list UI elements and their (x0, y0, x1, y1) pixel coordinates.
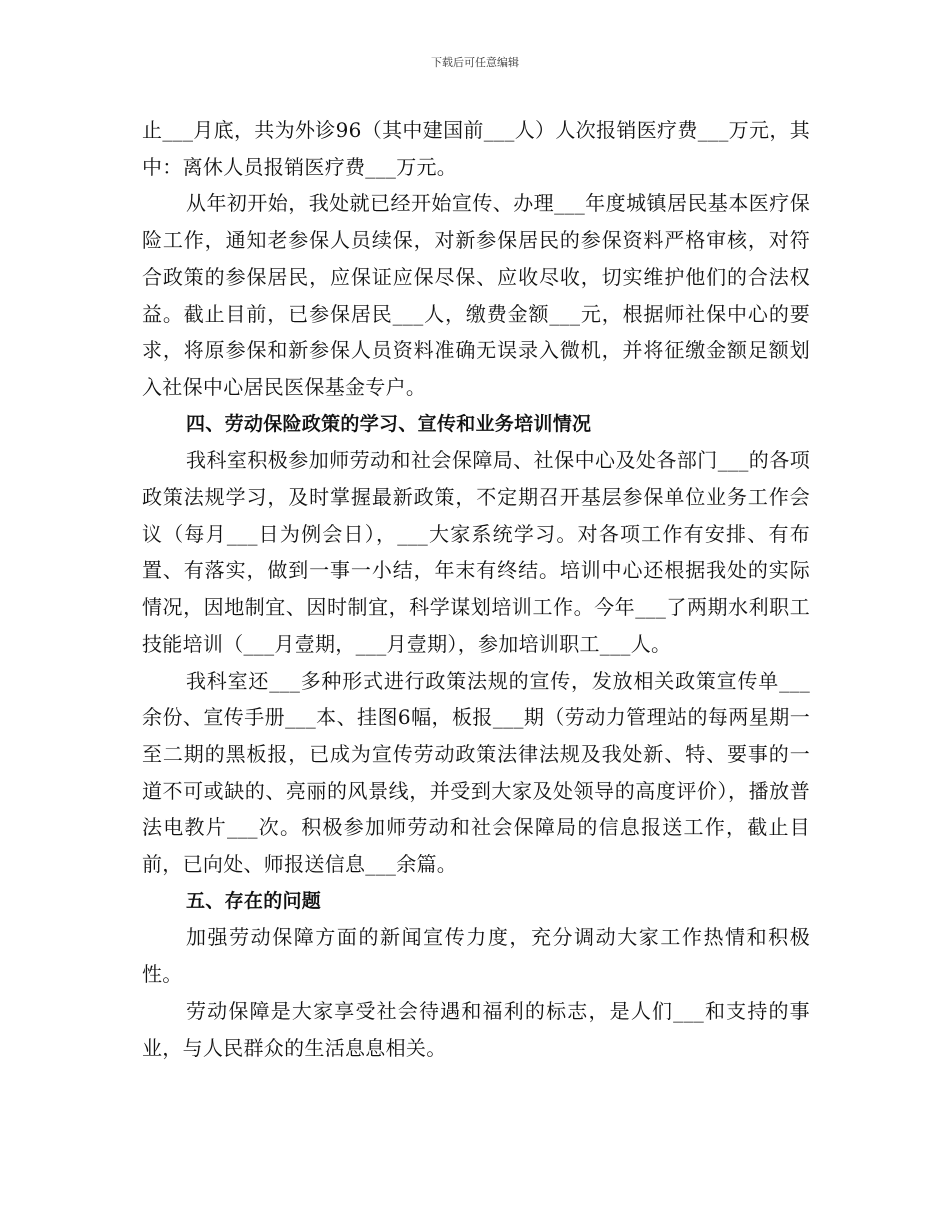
section-heading-5: 五、存在的问题 (186, 889, 322, 912)
paragraph-problem-1: 加强劳动保障方面的新闻宣传力度，充分调动大家工作热情和积极性。 (142, 925, 810, 987)
page-header: 下载后可任意编辑 (431, 56, 519, 69)
section-heading-4: 四、劳动保险政策的学习、宣传和业务培训情况 (186, 412, 592, 435)
paragraph-problem-2: 劳动保障是大家享受社会待遇和福利的标志，是人们___和支持的事业，与人民群众的生活息息相关。 (142, 998, 810, 1060)
paragraph-policy-study: 我科室积极参加师劳动和社会保障局、社保中心及处各部门___的各项政策法规学习，及时掌握最新政策，不定期召开基层参保单位业务工作会议（每月___日为例会日），___大家系统学习。对各项工作有安排、有布置、有落实，做到一事一小结，年末有终结。培训中心还根据我处的实际情况，因地制宜、因时制宜，科学谋划培训工作。今年___了两期水利职工技能培训（___月壹期，___月壹期），参加培训职工___人。 (142, 448, 810, 656)
paragraph-continuation: 止___月底，共为外诊96（其中建国前___人）人次报销医疗费___万元，其中：离休人员报销医疗费___万元。 (142, 118, 810, 179)
paragraph-publicity: 我科室还___多种形式进行政策法规的宣传，发放相关政策宣传单___余份、宣传手册___本、挂图6幅，板报___期（劳动力管理站的每两星期一至二期的黑板报，已成为宣传劳动政策法律法规及我处新、特、要事的一道不可或缺的、亮丽的风景线，并受到大家及处领导的高度评价），播放普法电教片___次。积极参加师劳动和社会保障局的信息报送工作，截止目前，已向处、师报送信息___余篇。 (142, 668, 810, 877)
document-body (142, 112, 810, 1066)
paragraph-insurance-enrollment: 从年初开始，我处就已经开始宣传、办理___年度城镇居民基本医疗保险工作，通知老参保人员续保，对新参保居民的参保资料严格审核，对符合政策的参保居民，应保证应保尽保、应收尽收，切实维护他们的合法权益。截止目前，已参保居民___人，缴费金额___元，根据师社保中心的要求，将原参保和新参保人员资料准确无误录入微机，并将征缴金额足额划入社保中心居民医保基金专户。 (142, 191, 810, 399)
